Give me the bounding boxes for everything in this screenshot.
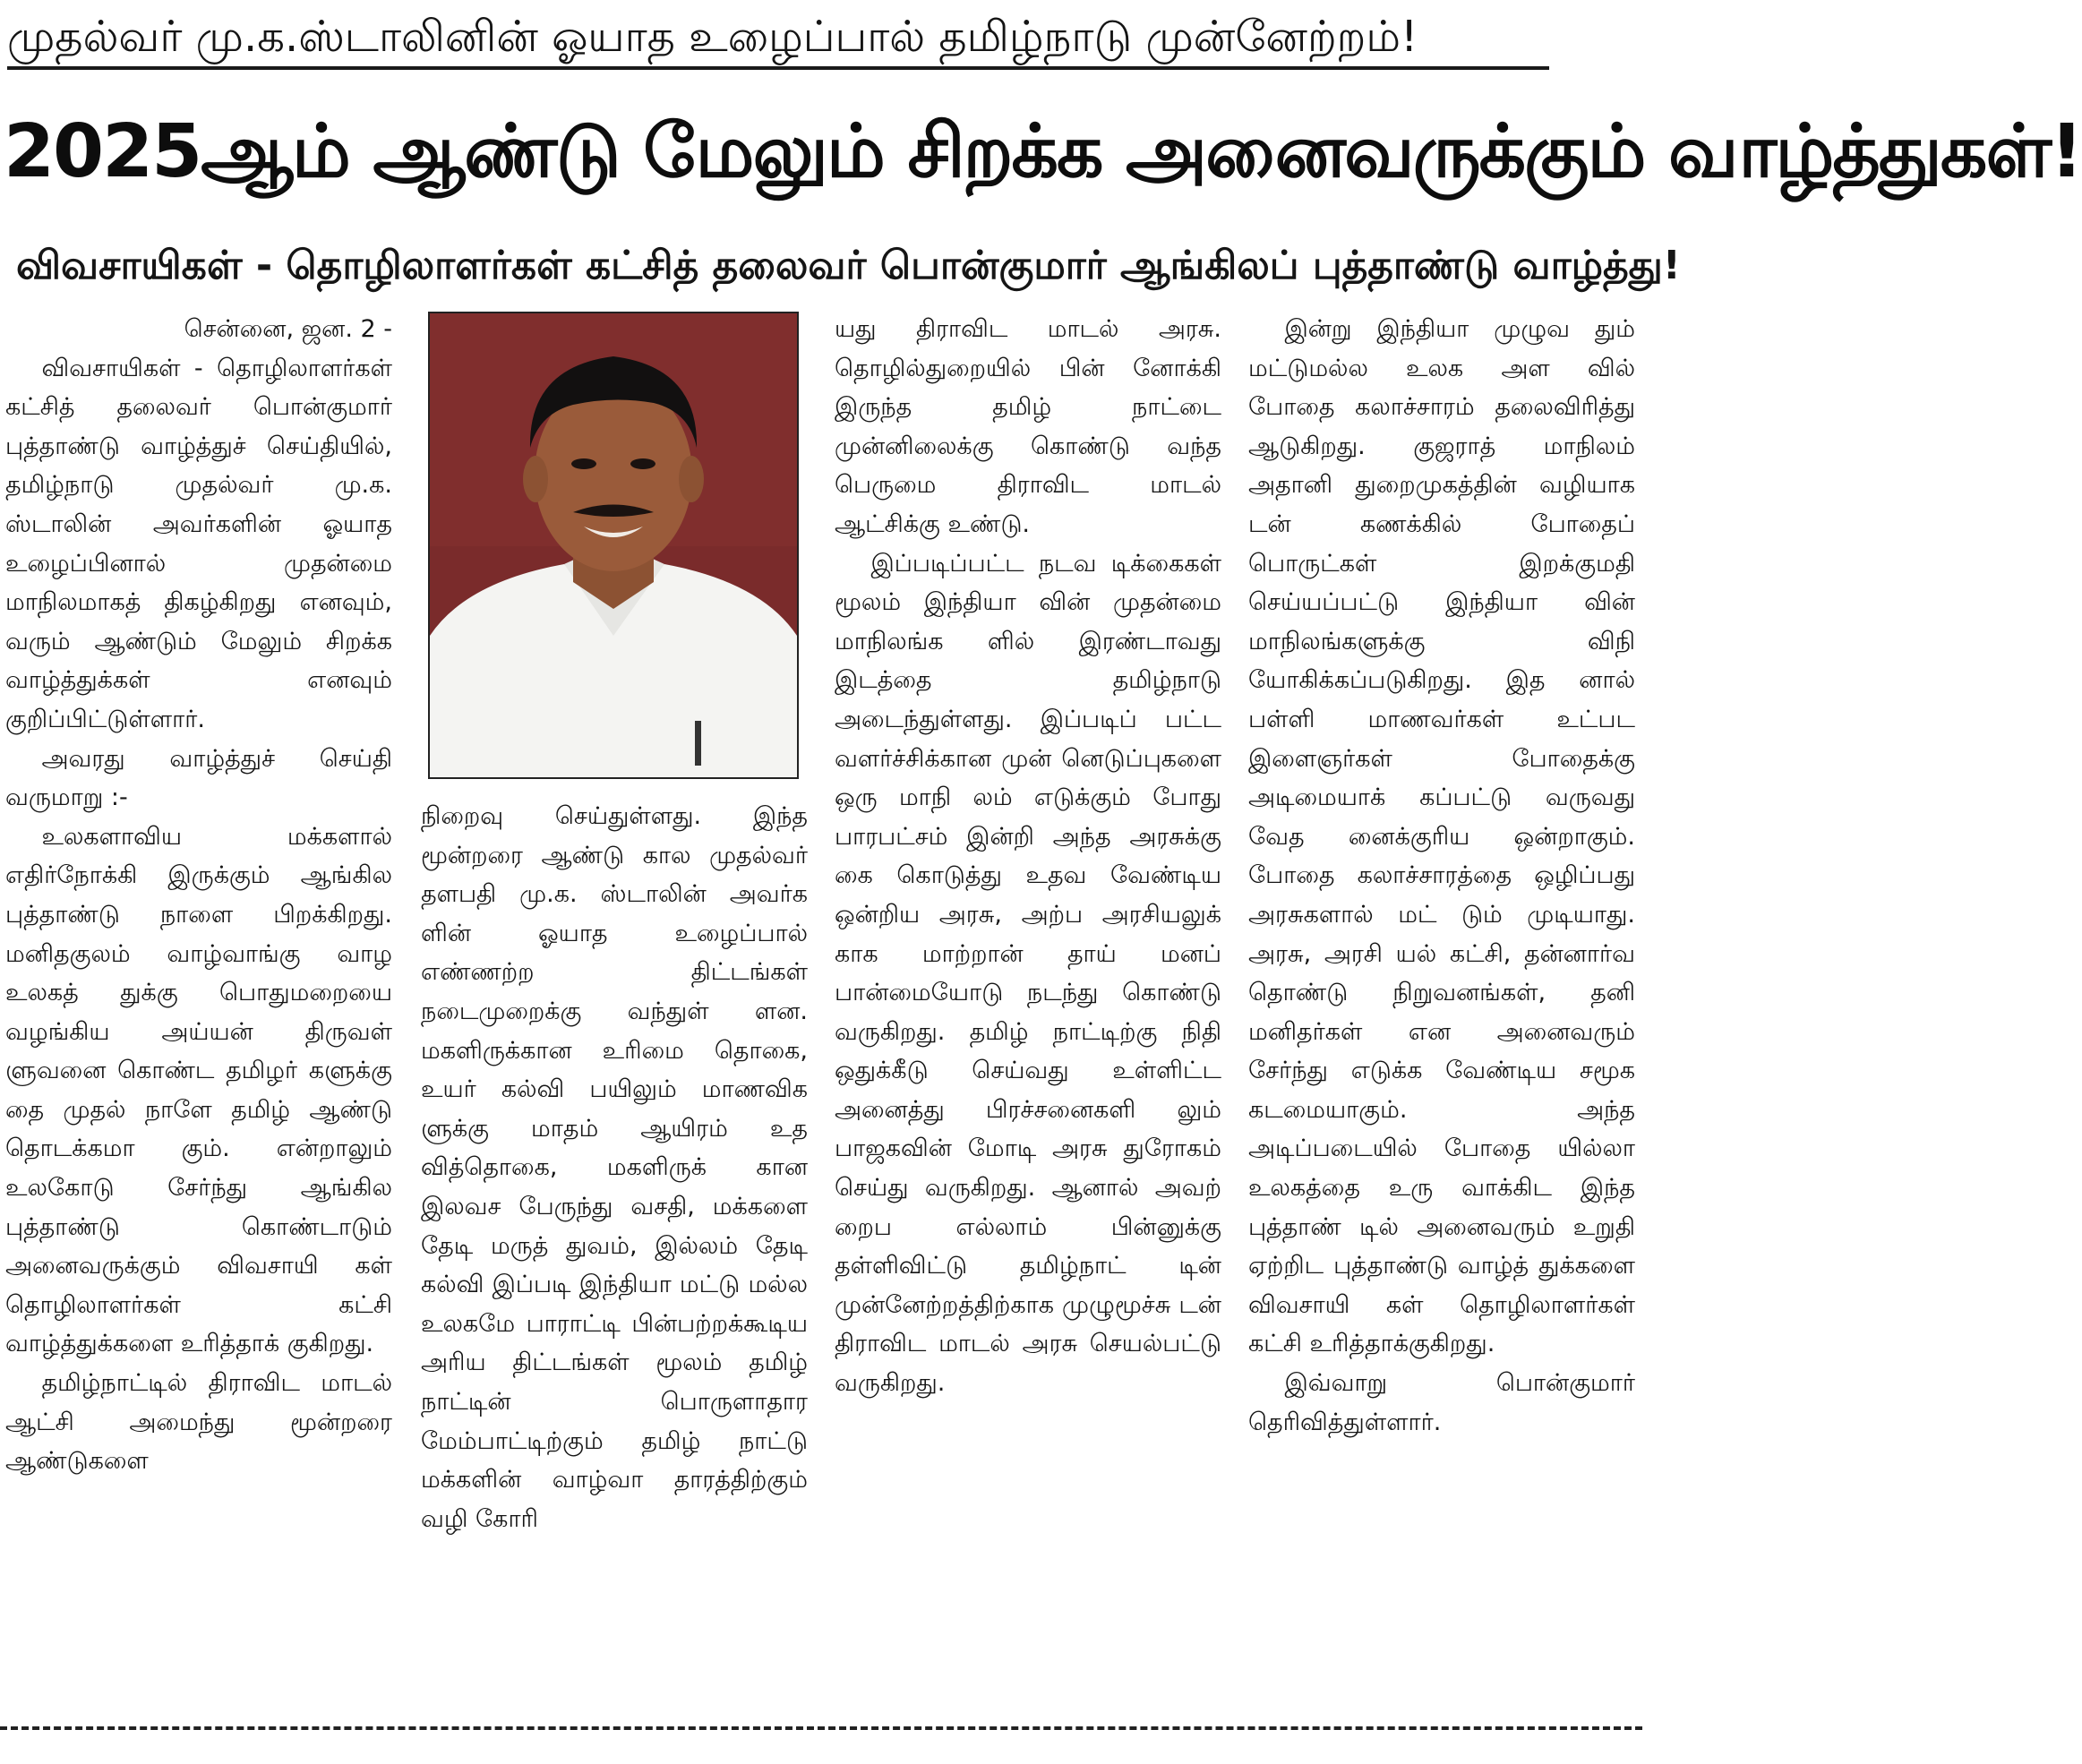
paragraph-dravidian-model-start: தமிழ்நாட்டில் திராவிட மாடல் ஆட்சி அமைந்து மூன்றரை ஆண்டுகளை	[5, 1369, 392, 1476]
article-column-3	[835, 310, 1221, 1725]
bottom-dashed-rule	[0, 1726, 1642, 1730]
headline: 2025ஆம் ஆண்டு மேலும் சிறக்க அனைவருக்கும் வாழ்த்துகள்!	[4, 109, 2082, 194]
paragraph-message-label: அவரது வாழ்த்துச் செய்தி வருமாறு :-	[5, 744, 392, 812]
portrait-photo	[428, 312, 799, 779]
subheadline: விவசாயிகள் - தொழிலாளர்கள் கட்சித் தலைவர் பொன்குமார் ஆங்கிலப் புத்தாண்டு வாழ்த்து!	[16, 243, 1681, 288]
paragraph-dravidian-model-continued: நிறைவு செய்துள்ளது. இந்த மூன்றரை ஆண்டு கால முதல்வர் தளபதி மு.க. ஸ்டாலின் அவர்க ளின் ஓயாத உழைப்பால் எண்ணற்ற திட்டங்கள் நடைமுறைக்கு வந்துள் ளன. மகளிருக்கான உரிமை தொகை, உயர் கல்வி பயிலும் மாணவிக ளுக்கு மாதம் ஆயிரம் உத வித்தொகை, மகளிருக் கான இலவச பேருந்து வசதி, மக்களை தேடி மருத் துவம், இல்லம் தேடி கல்வி இப்படி இந்தியா மட்டு மல்ல உலகமே பாராட்டி பின்பற்றக்கூடிய அரிய திட்டங்கள் மூலம் தமிழ் நாட்டின் பொருளாதார மேம்பாட்டிற்கும் தமிழ் நாட்டு மக்களின் வாழ்வா தாரத்திற்கும் வழி கோரி	[421, 802, 808, 1533]
dateline: சென்னை, ஜன. 2 -	[184, 315, 392, 343]
kicker-line: முதல்வர் மு.க.ஸ்டாலினின் ஓயாத உழைப்பால் தமிழ்நாடு முன்னேற்றம்!	[7, 12, 1418, 62]
paragraph-intro: விவசாயிகள் - தொழிலாளர்கள் கட்சித் தலைவர் பொன்குமார் புத்தாண்டு வாழ்த்துச் செய்தியில், தமிழ்நாடு முதல்வர் மு.க. ஸ்டாலின் அவர்களின் ஓயாத உழைப்பினால் முதன்மை மாநிலமாகத் திகழ்கிறது எனவும், வரும் ஆண்டும் மேலும் சிறக்க வாழ்த்துக்கள் எனவும் குறிப்பிட்டுள்ளார்.	[5, 354, 392, 733]
paragraph-closing: இவ்வாறு பொன்குமார் தெரிவித்துள்ளார்.	[1248, 1369, 1635, 1436]
article-column-2	[421, 797, 808, 1725]
portrait-illustration	[430, 313, 797, 777]
article-column-1	[5, 310, 392, 1725]
bottom-strip	[0, 1741, 1642, 1764]
paragraph-new-year: உலகளாவிய மக்களால் எதிர்நோக்கி இருக்கும் ஆங்கில புத்தாண்டு நாளை பிறக்கிறது. மனிதகுலம் வாழ்வாங்கு வாழ உலகத் துக்கு பொதுமறையை வழங்கிய அய்யன் திருவள் ளுவனை கொண்ட தமிழர் களுக்கு தை முதல் நாளே தமிழ் ஆண்டு தொடக்கமா கும். என்றாலும் உலகோடு சேர்ந்து ஆங்கில புத்தாண்டு கொண்டாடும் அனைவருக்கும் விவசாயி கள் தொழிலாளர்கள் கட்சி வாழ்த்துக்களை உரித்தாக் குகிறது.	[5, 822, 392, 1358]
paragraph-drug-culture: இன்று இந்தியா முழுவ தும் மட்டுமல்ல உலக அள வில் போதை கலாச்சாரம் தலைவிரித்து ஆடுகிறது. குஜராத் மாநிலம் அதானி துறைமுகத்தின் வழியாக டன் கணக்கில் போதைப் பொருட்கள் இறக்குமதி செய்யப்பட்டு இந்தியா வின் மாநிலங்களுக்கு விநி யோகிக்கப்படுகிறது. இத னால் பள்ளி மாணவர்கள் உட்பட இளைஞர்கள் போதைக்கு அடிமையாக் கப்பட்டு வருவது வேத னைக்குரிய ஒன்றாகும். போதை கலாச்சாரத்தை ஒழிப்பது அரசுகளால் மட் டும் முடியாது. அரசு, அரசி யல் கட்சி, தன்னார்வ தொண்டு நிறுவனங்கள், தனி மனிதர்கள் என அனைவரும் சேர்ந்து எடுக்க வேண்டிய சமூக கடமையாகும். அந்த அடிப்படையில் போதை யில்லா உலகத்தை உரு வாக்கிட இந்த புத்தாண் டில் அனைவரும் உறுதி ஏற்றிட புத்தாண்டு வாழ்த் துக்களை விவசாயி கள் தொழிலாளர்கள் கட்சி உரித்தாக்குகிறது.	[1248, 315, 1635, 1358]
article-column-4	[1248, 310, 1635, 1725]
paragraph-state-ranking: இப்படிப்பட்ட நடவ டிக்கைகள் மூலம் இந்தியா வின் முதன்மை மாநிலங்க ளில் இரண்டாவது இடத்தை தமிழ்நாடு அடைந்துள்ளது. இப்படிப் பட்ட வளர்ச்சிக்கான முன் னெடுப்புகளை ஒரு மாநி லம் எடுக்கும் போது பாரபட்சம் இன்றி அந்த அரசுக்கு கை கொடுத்து உதவ வேண்டிய ஒன்றிய அரசு, அற்ப அரசியலுக் காக மாற்றான் தாய் மனப் பான்மையோடு நடந்து கொண்டு வருகிறது. தமிழ் நாட்டிற்கு நிதி ஒதுக்கீடு செய்வது உள்ளிட்ட அனைத்து பிரச்சனைகளி லும் பாஜகவின் மோடி அரசு துரோகம் செய்து வருகிறது. ஆனால் அவற் றைப எல்லாம் பின்னுக்கு தள்ளிவிட்டு தமிழ்நாட் டின் முன்னேற்றத்திற்காக முழுமூச்சு டன் திராவிட மாடல் அரசு செயல்பட்டு வருகிறது.	[835, 549, 1221, 1398]
paragraph-dravidian-model-end: யது திராவிட மாடல் அரசு. தொழில்துறையில் பின் னோக்கி இருந்த தமிழ் நாட்டை முன்னிலைக்கு கொண்டு வந்த பெருமை திராவிட மாடல் ஆட்சிக்கு உண்டு.	[835, 315, 1221, 538]
kicker-underline	[7, 66, 1549, 70]
